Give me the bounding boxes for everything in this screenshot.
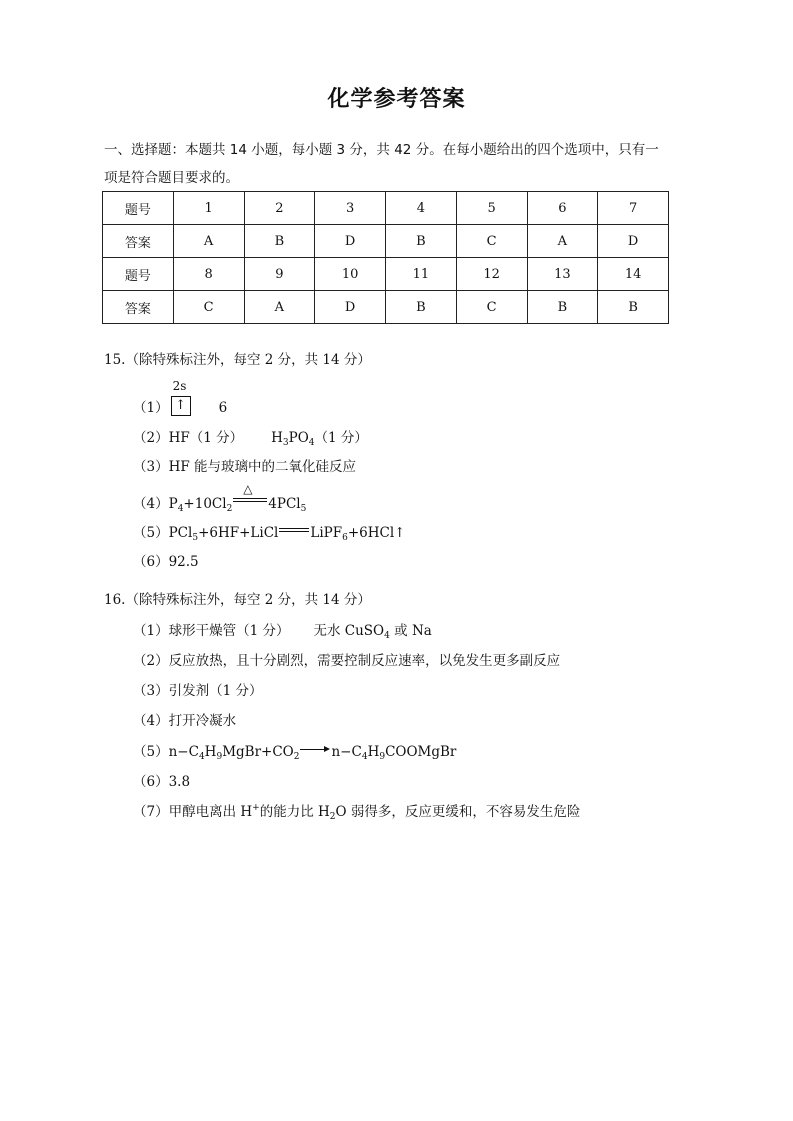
q16-header: 16.（除特殊标注外，每空 2 分，共 14 分）	[104, 592, 371, 608]
table-cell: 14	[598, 258, 669, 291]
q15-a2-h: H	[271, 430, 283, 446]
q16-a5-t0: （5）n−C	[133, 744, 199, 760]
q15-a2-h-sub: 3	[282, 438, 289, 448]
table-cell: 9	[244, 258, 315, 291]
heat-equals-sign	[233, 482, 267, 506]
q15-answer-6: （6）92.5	[133, 554, 199, 570]
q15-a5-suffix: +6HCl↑	[347, 525, 406, 541]
orbital-box	[171, 379, 191, 416]
q16-a7-part1: （7）甲醇电离出 H	[133, 804, 253, 820]
table-cell: B	[527, 291, 598, 324]
table-row-label: 答案	[103, 291, 174, 324]
q16-a7-sub: 2	[329, 812, 336, 822]
q16-a5-t1: H	[204, 744, 217, 760]
intro-line-2: 项是符合题目要求的。	[104, 170, 239, 186]
q16-a1-suffix: 或 Na	[389, 623, 432, 639]
q15-answer-1	[133, 379, 228, 416]
table-cell: A	[244, 291, 315, 324]
table-cell: 6	[527, 192, 598, 225]
table-cell: 7	[598, 192, 669, 225]
orbital-label: 2s	[172, 379, 187, 393]
q15-a4-p: （4）P	[133, 496, 178, 512]
q16-a5-t2: MgBr+CO	[222, 744, 294, 760]
q16-a7-part2: 的能力比 H	[259, 804, 330, 820]
q16-answer-3: （3）引发剂（1 分）	[133, 683, 263, 699]
q16-answer-1	[133, 619, 432, 639]
q15-a5-mid: +6HF+LiCl	[198, 525, 279, 541]
table-cell: B	[598, 291, 669, 324]
section1-intro	[104, 136, 674, 192]
table-cell: D	[598, 225, 669, 258]
table-cell: 11	[386, 258, 457, 291]
q16-a1-part2: 无水 CuSO	[313, 623, 385, 639]
q16-answer-5	[133, 740, 456, 760]
table-cell: 8	[173, 258, 244, 291]
heat-icon: △	[243, 482, 253, 496]
table-row	[103, 291, 669, 324]
q16-a5-p3: COOMgBr	[385, 744, 457, 760]
q15-a4-product-sub: 5	[300, 504, 307, 514]
table-cell: 5	[456, 192, 527, 225]
q15-a4-p-sub: 4	[177, 504, 184, 514]
q15-a4-product: 4PCl	[268, 496, 301, 512]
table-cell: 12	[456, 258, 527, 291]
q16-a5-p2: H	[367, 744, 380, 760]
q15-a2-suffix: （1 分）	[314, 430, 368, 446]
q15-a5-pcl-sub: 5	[192, 533, 199, 543]
table-row-label: 题号	[103, 258, 174, 291]
table-cell: B	[386, 291, 457, 324]
q16-a5-p1: n−C	[331, 744, 362, 760]
q16-a5-s1: 4	[198, 752, 205, 762]
table-cell: C	[456, 225, 527, 258]
q15-a2-po-sub: 4	[308, 438, 315, 448]
q16-a5-s3: 2	[293, 752, 300, 762]
table-cell: C	[173, 291, 244, 324]
table-row	[103, 225, 669, 258]
q15-a2-part1: （2）HF（1 分）	[133, 430, 244, 446]
table-cell: 2	[244, 192, 315, 225]
q15-answer-5	[133, 521, 405, 541]
page-title: 化学参考答案	[327, 87, 466, 112]
table-row	[103, 258, 669, 291]
q15-a4-cl: +10Cl	[183, 496, 227, 512]
q16-answer-4: （4）打开冷凝水	[133, 713, 237, 729]
q16-answer-2: （2）反应放热，且十分剧烈，需要控制反应速率，以免发生更多副反应	[133, 653, 561, 669]
q15-answer-2	[133, 426, 368, 446]
q15-answer-3: （3）HF 能与玻璃中的二氧化硅反应	[133, 459, 357, 475]
q16-answer-7	[133, 800, 580, 820]
q15-a5-product-sub: 6	[342, 533, 348, 543]
table-cell: 3	[315, 192, 386, 225]
table-cell: 1	[173, 192, 244, 225]
equals-sign	[279, 528, 309, 534]
q15-a5-pcl: （5）PCl	[133, 525, 193, 541]
table-row-label: 答案	[103, 225, 174, 258]
answer-table	[102, 191, 669, 324]
q15-a1-value: 6	[218, 400, 228, 416]
q16-a1-sub: 4	[384, 631, 390, 641]
table-row-label: 题号	[103, 192, 174, 225]
q16-a7-sup: +	[252, 803, 260, 813]
q16-a5-s5: 9	[379, 752, 386, 762]
q16-answer-6: （6）3.8	[133, 774, 191, 790]
up-arrow-icon: ↑	[175, 398, 187, 413]
intro-line-1: 一、选择题：本题共 14 小题，每小题 3 分，共 42 分。在每小题给出的四个选项中，只有一	[104, 142, 659, 158]
table-cell: 10	[315, 258, 386, 291]
table-row	[103, 192, 669, 225]
q15-a4-cl-sub: 2	[226, 504, 233, 514]
right-arrow-icon	[300, 746, 330, 754]
table-cell: 13	[527, 258, 598, 291]
table-cell: D	[315, 291, 386, 324]
table-cell: A	[173, 225, 244, 258]
table-cell: B	[244, 225, 315, 258]
table-cell: B	[386, 225, 457, 258]
q16-a7-part3: O 弱得多，反应更缓和，不容易发生危险	[335, 804, 581, 820]
table-cell: 4	[386, 192, 457, 225]
q16-a5-s2: 9	[216, 752, 223, 762]
q15-a2-po: PO	[288, 430, 309, 446]
table-cell: D	[315, 225, 386, 258]
q16-a5-s4: 4	[361, 752, 368, 762]
table-cell: A	[527, 225, 598, 258]
q15-a5-product: LiPF	[310, 525, 343, 541]
q15-answer-4	[133, 482, 307, 514]
q16-a1-part1: （1）球形干燥管（1 分）	[133, 623, 290, 639]
q15-a1-label: （1）	[133, 400, 169, 416]
q15-header: 15.（除特殊标注外，每空 2 分，共 14 分）	[104, 352, 371, 368]
table-cell: C	[456, 291, 527, 324]
